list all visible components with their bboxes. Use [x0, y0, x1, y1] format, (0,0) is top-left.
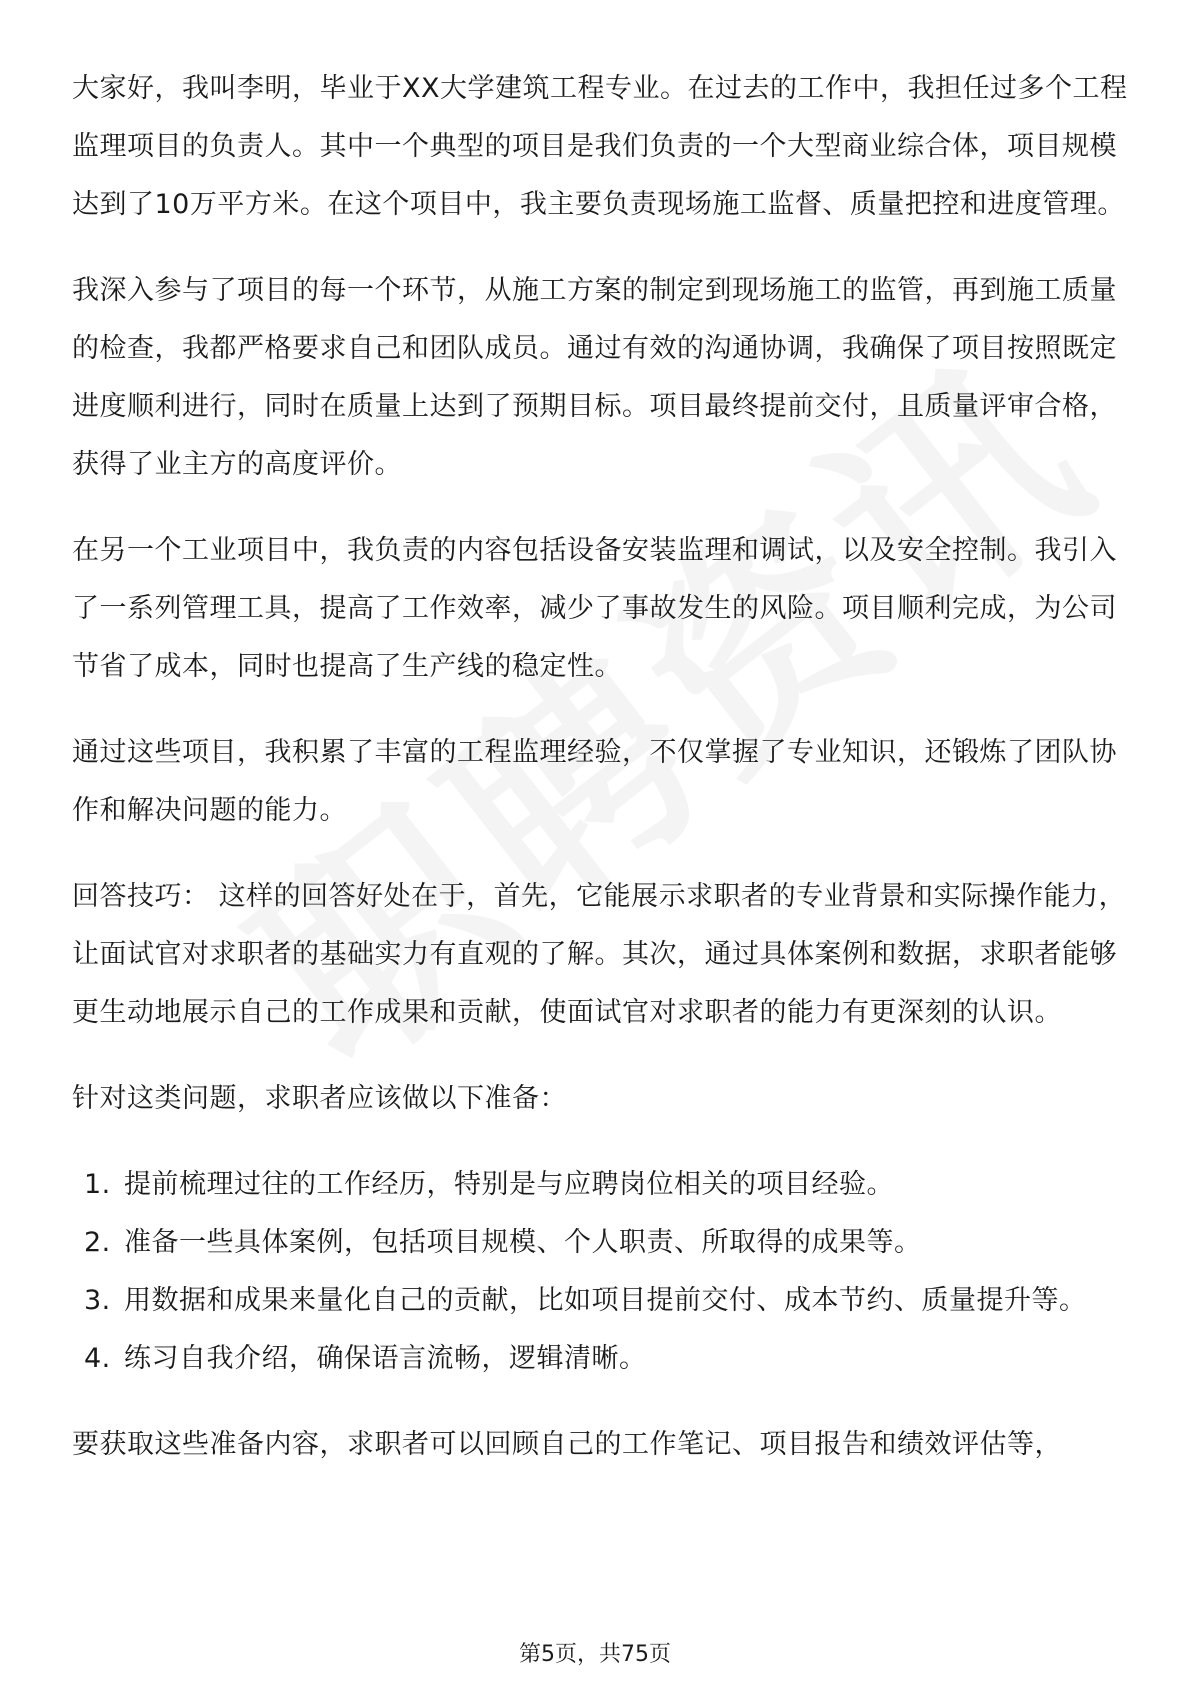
list-item	[72, 1272, 1132, 1330]
paragraph-summary: 通过这些项目，我积累了丰富的工程监理经验，不仅掌握了专业知识，还锻炼了团队协作和解决问题的能力。	[72, 737, 1117, 826]
document-body	[72, 60, 1132, 1502]
paragraph-preparation-intro: 针对这类问题，求职者应该做以下准备：	[72, 1083, 567, 1114]
list-item	[72, 1156, 1132, 1214]
paragraph-industrial-project: 在另一个工业项目中，我负责的内容包括设备安装监理和调试，以及安全控制。我引入了一系列管理工具，提高了工作效率，减少了事故发生的风险。项目顺利完成，为公司节省了成本，同时也提高了生产线的稳定性。	[72, 535, 1117, 682]
list-item-number: 4.	[84, 1343, 111, 1374]
paragraph-closing: 要获取这些准备内容，求职者可以回顾自己的工作笔记、项目报告和绩效评估等，	[72, 1429, 1062, 1460]
list-item-number: 1.	[84, 1169, 111, 1200]
paragraph-project-detail: 我深入参与了项目的每一个环节，从施工方案的制定到现场施工的监管，再到施工质量的检查，我都严格要求自己和团队成员。通过有效的沟通协调，我确保了项目按照既定进度顺利进行，同时在质量上达到了预期目标。项目最终提前交付，且质量评审合格，获得了业主方的高度评价。	[72, 275, 1117, 480]
list-item-text: 练习自我介绍，确保语言流畅，逻辑清晰。	[124, 1343, 647, 1374]
list-item	[72, 1330, 1132, 1388]
paragraph-intro: 大家好，我叫李明，毕业于XX大学建筑工程专业。在过去的工作中，我担任过多个工程监理项目的负责人。其中一个典型的项目是我们负责的一个大型商业综合体，项目规模达到了10万平方米。在这个项目中，我主要负责现场施工监督、质量把控和进度管理。	[72, 73, 1128, 220]
list-item-text: 准备一些具体案例，包括项目规模、个人职责、所取得的成果等。	[124, 1227, 922, 1258]
page-number-footer: 第5页，共75页	[519, 1642, 671, 1667]
list-item	[72, 1214, 1132, 1272]
paragraph-answer-tips: 回答技巧： 这样的回答好处在于，首先，它能展示求职者的专业背景和实际操作能力，让面试官对求职者的基础实力有直观的了解。其次，通过具体案例和数据，求职者能够更生动地展示自己的工作成果和贡献，使面试官对求职者的能力有更深刻的认识。	[72, 881, 1127, 1028]
list-item-number: 2.	[84, 1227, 111, 1258]
list-item-text: 用数据和成果来量化自己的贡献，比如项目提前交付、成本节约、质量提升等。	[124, 1285, 1087, 1316]
list-item-text: 提前梳理过往的工作经历，特别是与应聘岗位相关的项目经验。	[124, 1169, 894, 1200]
list-item-number: 3.	[84, 1285, 111, 1316]
preparation-list	[72, 1156, 1132, 1388]
